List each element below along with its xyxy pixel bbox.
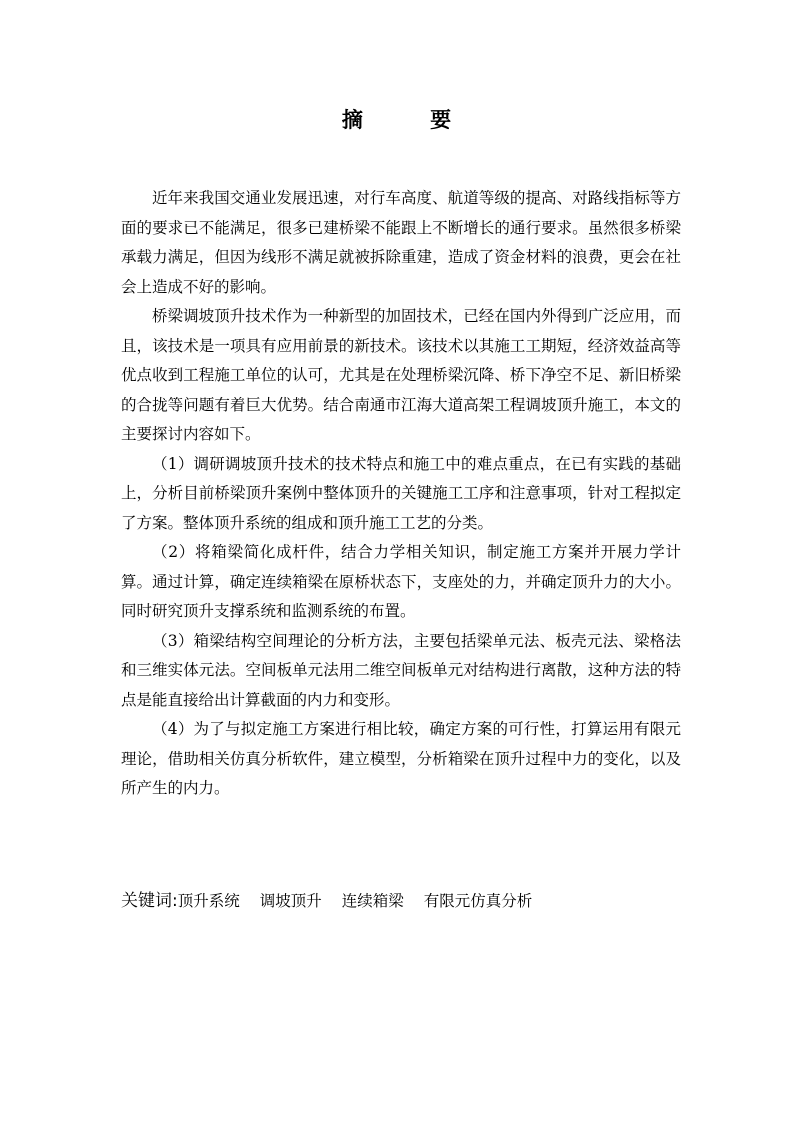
- abstract-paragraph: （4）为了与拟定施工方案进行相比较，确定方案的可行性，打算运用有限元理论，借助相关仿真分析软件，建立模型，分析箱梁在顶升过程中力的变化，以及所产生的内力。: [121, 720, 681, 797]
- abstract-paragraph: （1）调研调坡顶升技术的技术特点和施工中的难点重点，在已有实践的基础上，分析目前桥梁顶升案例中整体顶升的关键施工工序和注意事项，针对工程拟定了方案。整体顶升系统的组成和顶升施工工艺的分类。: [121, 454, 681, 532]
- page-title: 摘 要: [341, 108, 482, 132]
- keyword-item: 连续箱梁: [341, 892, 404, 910]
- abstract-paragraph: （2）将箱梁简化成杆件，结合力学相关知识，制定施工方案并开展力学计算。通过计算，确定连续箱梁在原桥状态下，支座处的力，并确定顶升力的大小。同时研究顶升支撑系统和监测系统的布置。: [121, 543, 681, 620]
- abstract-paragraph: 近年来我国交通业发展迅速，对行车高度、航道等级的提高、对路线指标等方面的要求已不能满足，很多已建桥梁不能跟上不断增长的通行要求。虽然很多桥梁承载力满足，但因为线形不满足就被拆除重建，造成了资金材料的浪费，更会在社会上造成不好的影响。: [121, 189, 681, 296]
- keywords-label: 关键词:: [121, 891, 178, 911]
- keyword-item: 有限元仿真分析: [423, 892, 533, 910]
- keyword-item: 顶升系统: [177, 892, 240, 910]
- abstract-body: [121, 184, 681, 804]
- keyword-item: 调坡顶升: [259, 892, 322, 910]
- abstract-paragraph: 桥梁调坡顶升技术作为一种新型的加固技术，已经在国内外得到广泛应用，而且，该技术是一项具有应用前景的新技术。该技术以其施工工期短，经济效益高等优点收到工程施工单位的认可，尤其是在处理桥梁沉降、桥下净空不足、新旧桥梁的合拢等问题有着巨大优势。结合南通市江海大道高架工程调坡顶升施工，本文的主要探讨内容如下。: [121, 307, 681, 443]
- abstract-paragraph: （3）箱梁结构空间理论的分析方法，主要包括梁单元法、板壳元法、梁格法和三维实体元法。空间板单元法用二维空间板单元对结构进行离散，这种方法的特点是能直接给出计算截面的内力和变形。: [121, 631, 681, 709]
- keywords-line: [121, 888, 681, 914]
